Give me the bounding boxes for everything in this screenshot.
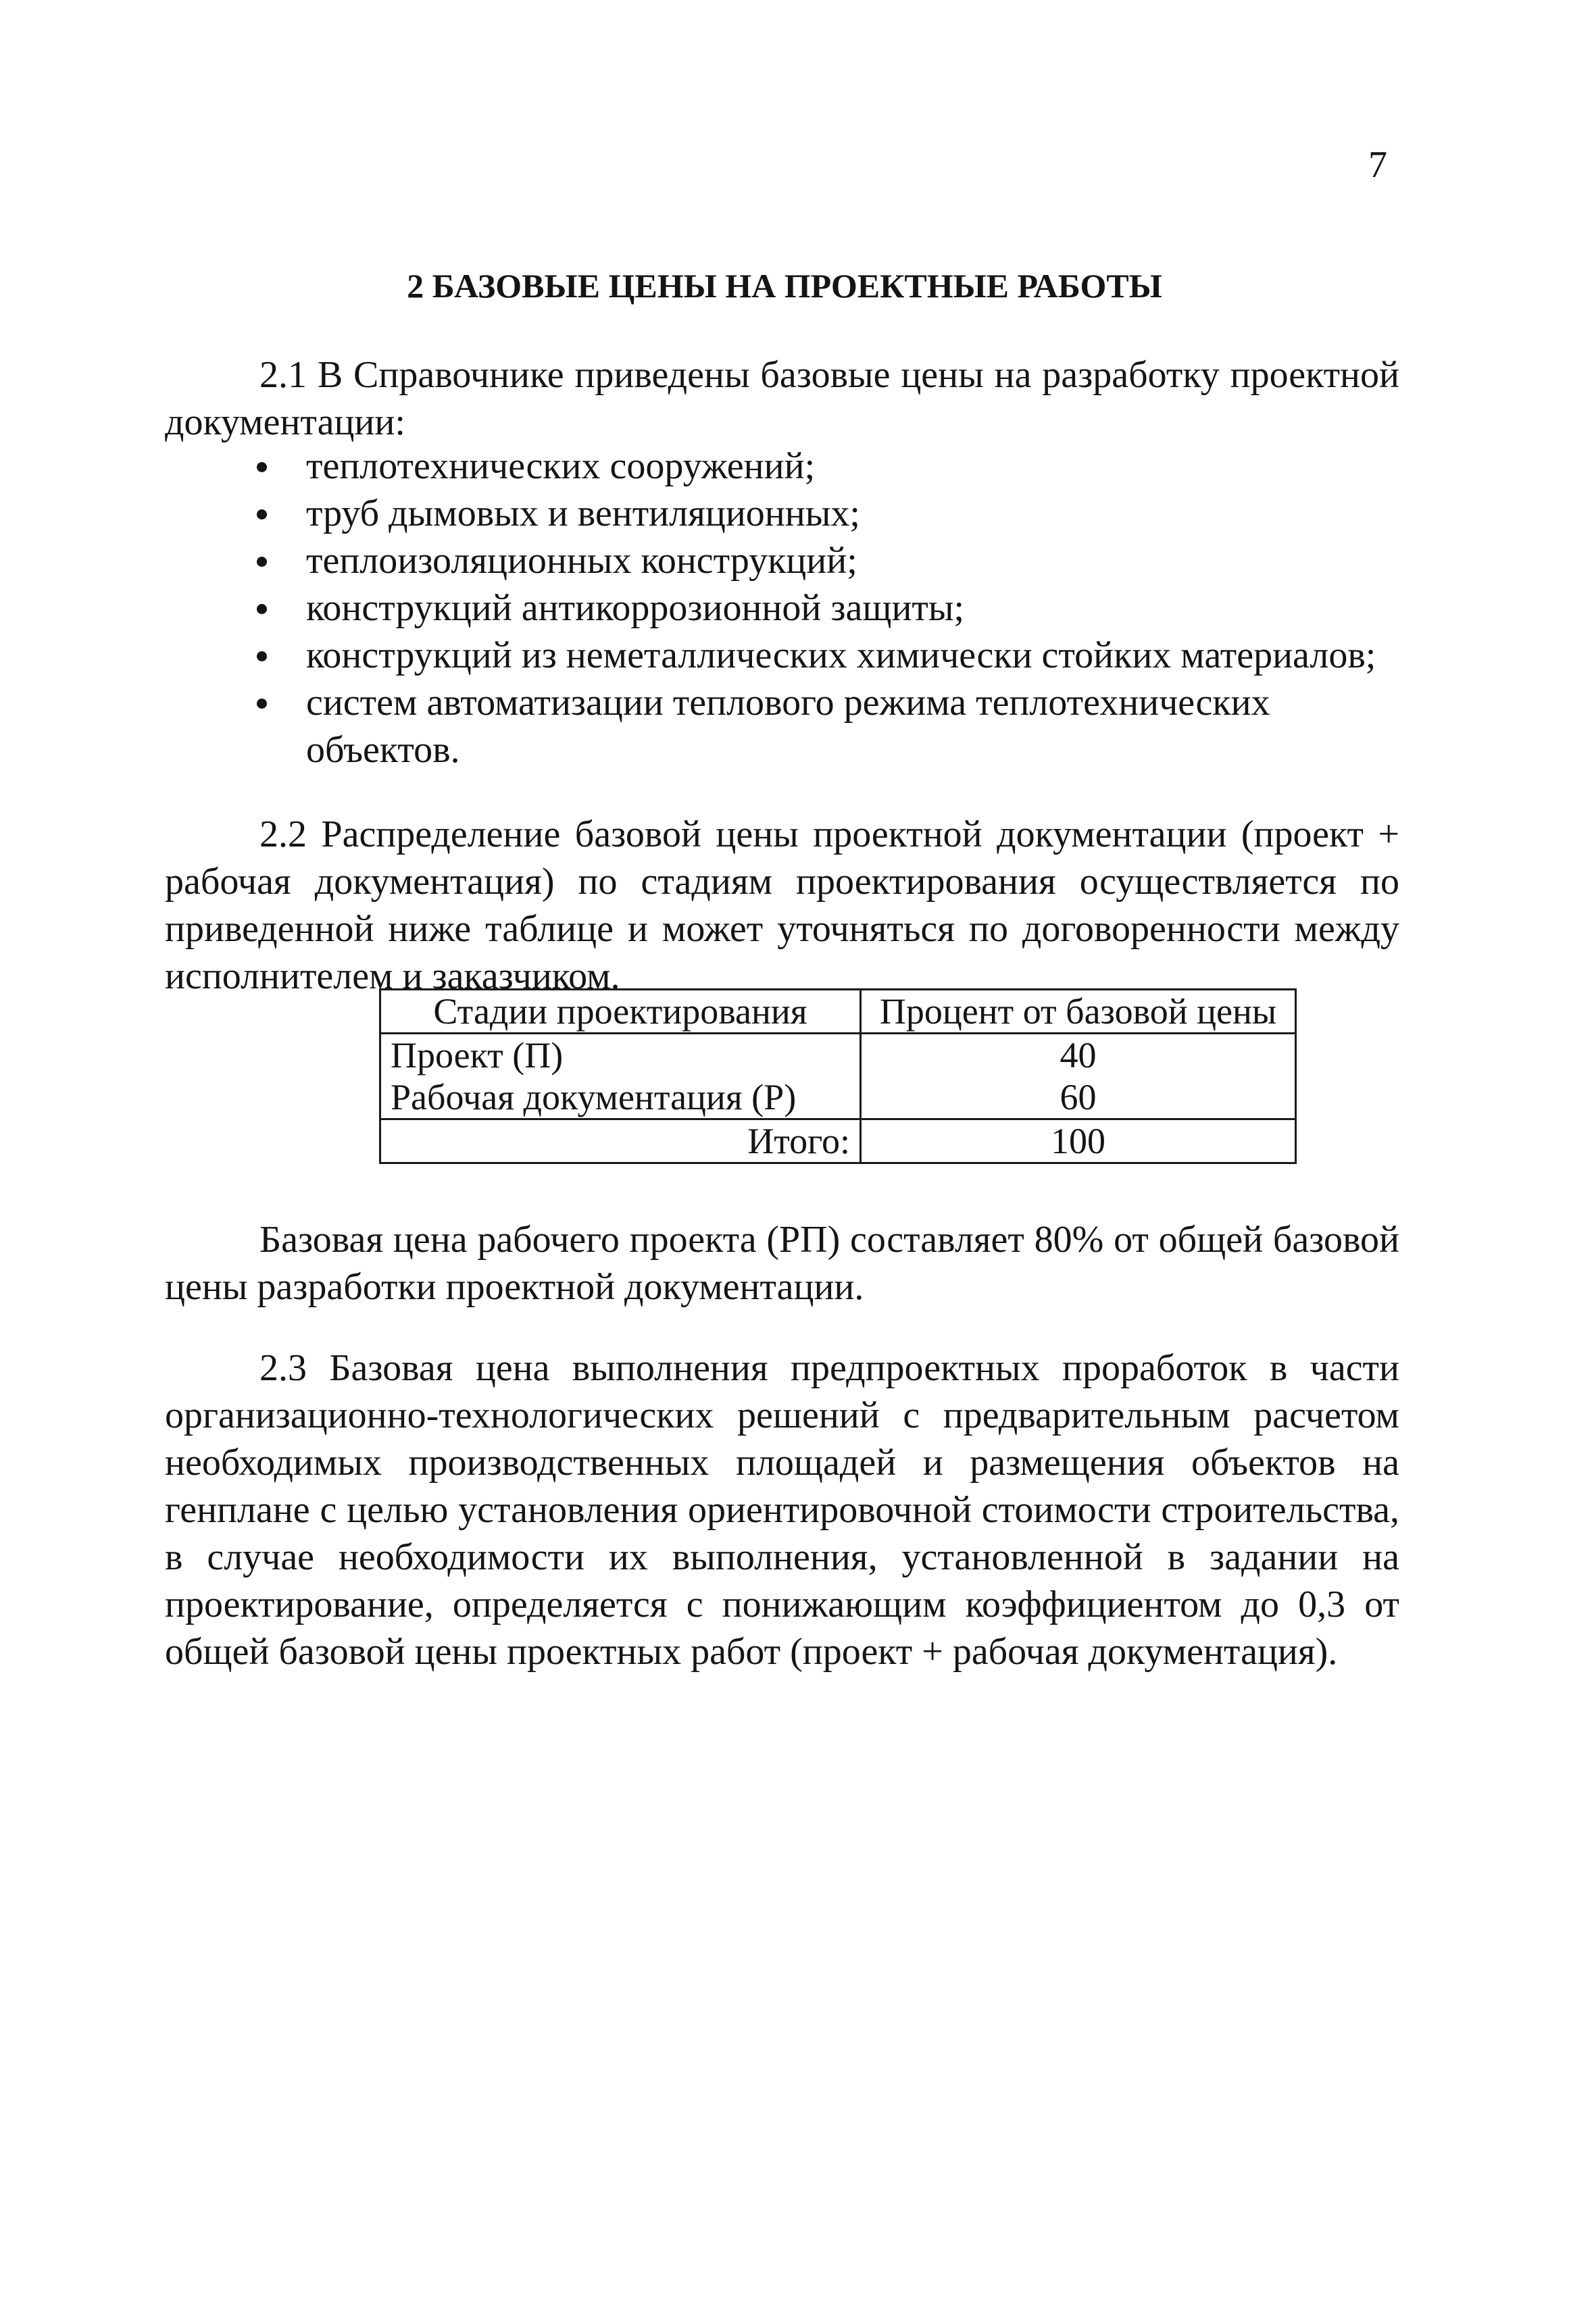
percent-cell: 40 bbox=[861, 1034, 1296, 1077]
list-item-text: систем автоматизации теплового режима теплотехнических объектов. bbox=[306, 682, 1270, 771]
list-item bbox=[257, 632, 1399, 679]
percent-cell: 60 bbox=[861, 1076, 1296, 1119]
list-item bbox=[257, 679, 1399, 774]
list-item-text: теплоизоляционных конструкций; bbox=[306, 540, 857, 582]
table-header-row bbox=[380, 990, 1296, 1034]
table-row bbox=[380, 1076, 1296, 1119]
bullet-icon bbox=[257, 651, 267, 661]
total-label: Итого: bbox=[380, 1119, 861, 1163]
bullet-icon bbox=[257, 557, 267, 567]
bullet-icon bbox=[257, 509, 267, 520]
stage-cell: Проект (П) bbox=[380, 1034, 861, 1077]
paragraph-2-2: 2.2 Распределение базовой цены проектной документации (проект + рабочая документация) по стадиям проектирования осуществляется по приведенной ниже таблице и может уточняться по договоренности между исполнителем и заказчиком. bbox=[165, 813, 1399, 997]
paragraph-2-1: 2.1 В Справочнике приведены базовые цены на разработку проектной документации: bbox=[165, 354, 1399, 443]
list-item-text: труб дымовых и вентиляционных; bbox=[306, 492, 860, 534]
total-value: 100 bbox=[861, 1119, 1296, 1163]
table-total-row bbox=[380, 1119, 1296, 1163]
paragraph-rp-block bbox=[165, 1216, 1399, 1311]
stage-percent-table bbox=[379, 988, 1297, 1164]
header-stage: Стадии проектирования bbox=[380, 990, 861, 1034]
list-item bbox=[257, 443, 1399, 490]
paragraph-2-1-block bbox=[165, 351, 1399, 446]
paragraph-2-3-block bbox=[165, 1344, 1399, 1675]
list-item bbox=[257, 537, 1399, 584]
page-number: 7 bbox=[1368, 144, 1387, 186]
list-item-text: конструкций из неметаллических химически стойких материалов; bbox=[306, 634, 1376, 676]
stage-cell: Рабочая документация (Р) bbox=[380, 1076, 861, 1119]
list-item bbox=[257, 584, 1399, 632]
paragraph-rp: Базовая цена рабочего проекта (РП) составляет 80% от общей базовой цены разработки проектной документации. bbox=[165, 1219, 1399, 1308]
section-title: 2 БАЗОВЫЕ ЦЕНЫ НА ПРОЕКТНЫЕ РАБОТЫ bbox=[407, 267, 1162, 305]
bullet-list bbox=[257, 443, 1399, 774]
list-item-text: конструкций антикоррозионной защиты; bbox=[306, 587, 965, 629]
table-row bbox=[380, 1034, 1296, 1077]
header-percent: Процент от базовой цены bbox=[861, 990, 1296, 1034]
bullet-icon bbox=[257, 462, 267, 472]
paragraph-2-2-block bbox=[165, 811, 1399, 1000]
paragraph-2-3: 2.3 Базовая цена выполнения предпроектных проработок в части организационно-технологических решений с предварительным расчетом необходимых производственных площадей и размещения объектов на генплане с целью установления ориентировочной стоимости строительства, в случае необходимости их выполнения, установленной в задании на проектирование, определяется с понижающим коэффициентом до 0,3 от общей базовой цены проектных работ (проект + рабочая документация). bbox=[165, 1347, 1399, 1673]
bullet-icon bbox=[257, 604, 267, 614]
list-item bbox=[257, 490, 1399, 537]
list-item-text: теплотехнических сооружений; bbox=[306, 445, 816, 487]
bullet-icon bbox=[257, 699, 267, 709]
